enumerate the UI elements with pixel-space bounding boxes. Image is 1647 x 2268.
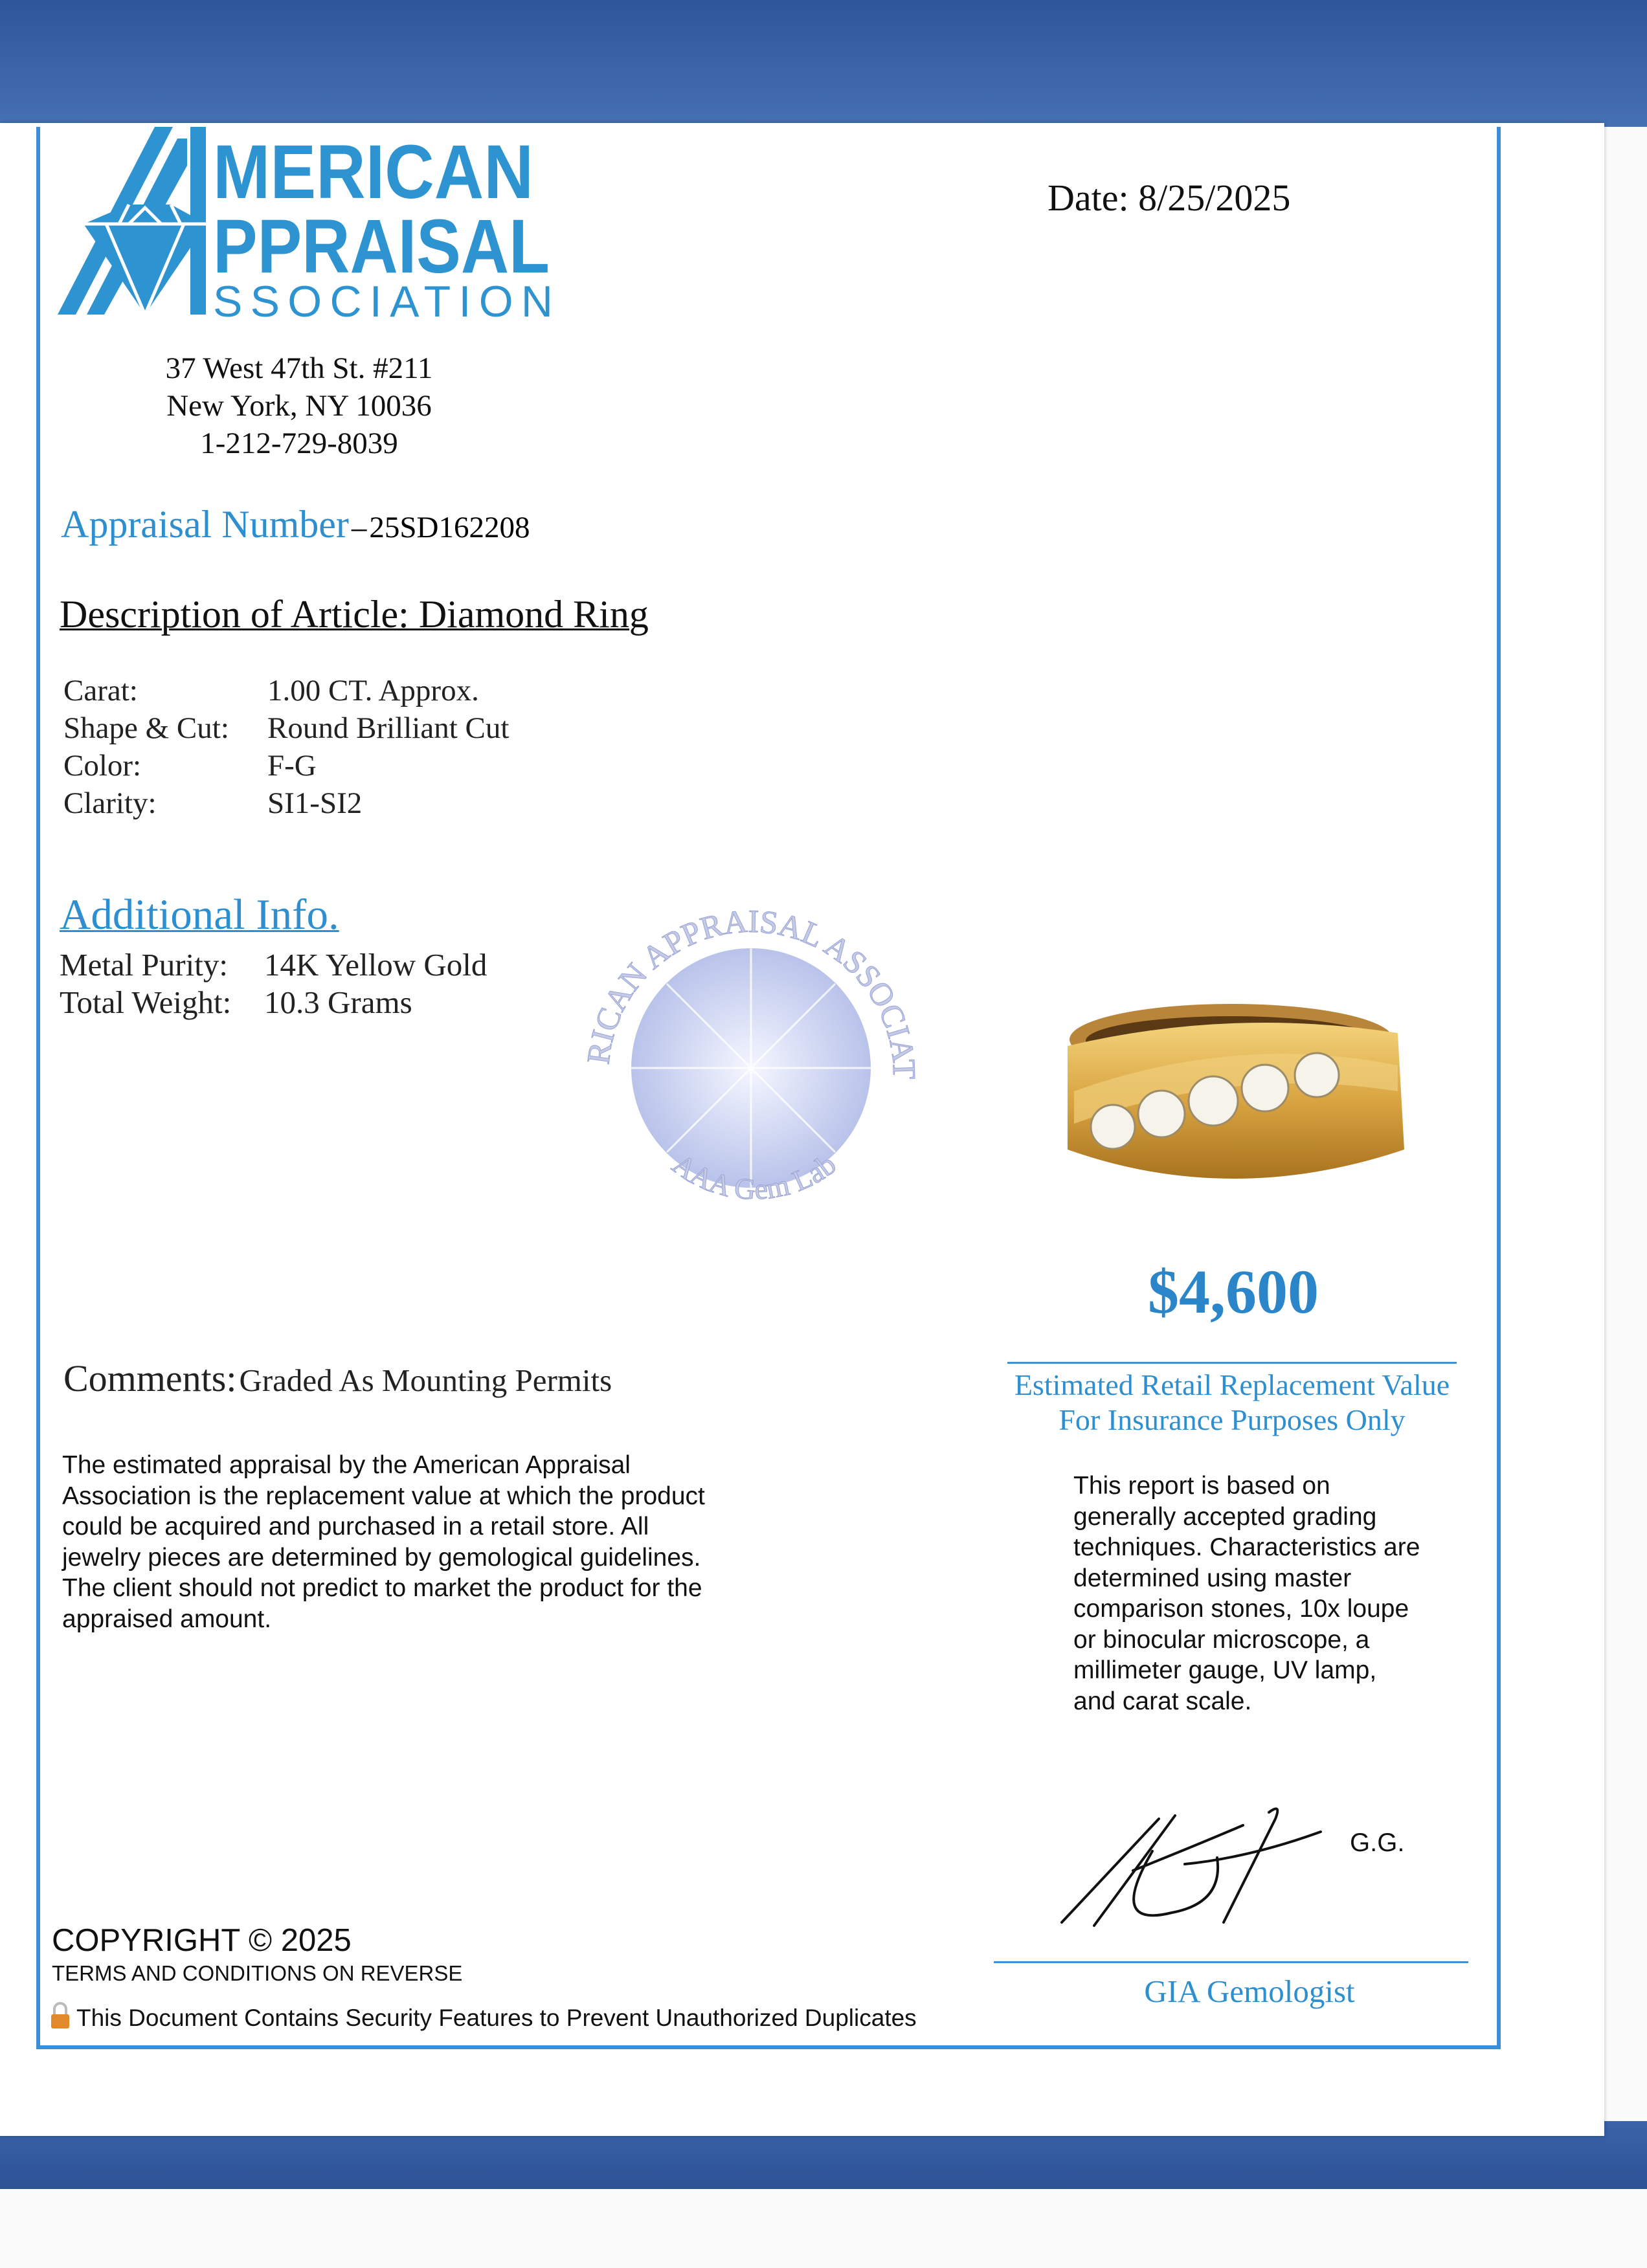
appraisal-number <box>61 502 530 547</box>
date <box>1048 176 1290 219</box>
svg-text:AAA Gem Lab: AAA Gem Lab <box>666 1147 842 1206</box>
signature-line <box>994 1961 1468 1963</box>
comments <box>63 1357 612 1400</box>
address-phone: 1-212-729-8039 <box>200 427 398 460</box>
label-carat: Carat: <box>63 674 138 707</box>
svg-text:PPRAISAL: PPRAISAL <box>213 204 550 289</box>
comments-value: Graded As Mounting Permits <box>239 1362 612 1398</box>
label-shape-cut: Shape & Cut: <box>63 711 229 745</box>
appraisal-number-value: 25SD162208 <box>369 511 530 544</box>
value-divider <box>1007 1362 1457 1364</box>
diamond-a-logo-icon <box>58 127 563 321</box>
label-metal-purity: Metal Purity: <box>60 947 228 983</box>
logo <box>58 127 563 321</box>
signature-suffix: G.G. <box>1350 1829 1405 1857</box>
svg-text:AMERICAN APPRAISAL ASSOCIATION: RICAN APPRAISAL ASSOCIAT <box>579 902 923 1080</box>
value-shape-cut: Round Brilliant Cut <box>267 711 510 745</box>
signature-title: GIA Gemologist <box>1144 1973 1355 2009</box>
value-caption-1: Estimated Retail Replacement Value <box>1014 1368 1450 1401</box>
signature <box>1055 1799 1457 1935</box>
address-block <box>105 350 493 462</box>
value-caption-2: For Insurance Purposes Only <box>1059 1403 1406 1436</box>
address-city: New York, NY 10036 <box>166 389 432 423</box>
seal-watermark <box>570 880 932 1243</box>
comments-label: Comments: <box>63 1357 237 1399</box>
value-carat: 1.00 CT. Approx. <box>267 674 479 707</box>
top-blue-band <box>0 0 1647 127</box>
value-metal-purity: 14K Yellow Gold <box>264 947 487 983</box>
ring-photo <box>1055 994 1409 1199</box>
svg-text:SSOCIATION: SSOCIATION <box>213 277 553 321</box>
label-total-weight: Total Weight: <box>60 984 232 1020</box>
description-title: Description of Article: Diamond Ring <box>60 593 649 636</box>
label-color: Color: <box>63 749 142 783</box>
date-label: Date: <box>1048 177 1129 219</box>
security-text: This Document Contains Security Features to Prevent Unauthorized Duplicates <box>76 2005 917 2031</box>
disclaimer-text: The estimated appraisal by the American Appraisal Association is the replacement value at which the product could be acquired and purchased in a retail store. All jewelry pieces are determined by gemological guidelines. The client should not predict to market the product for the appraised amount. <box>62 1451 705 1633</box>
additional-info-title: Additional Info. <box>60 891 339 939</box>
svg-text:MERICAN: MERICAN <box>213 129 533 215</box>
terms-notice: TERMS AND CONDITIONS ON REVERSE <box>52 1961 463 1985</box>
value-clarity: SI1-SI2 <box>267 786 363 820</box>
address-street: 37 West 47th St. #211 <box>165 351 433 385</box>
appraisal-separator: – <box>351 511 367 544</box>
security-notice <box>49 2001 917 2036</box>
appraised-value: $4,600 <box>1148 1257 1319 1326</box>
label-clarity: Clarity: <box>63 786 157 820</box>
value-color: F-G <box>267 749 317 783</box>
copyright: COPYRIGHT © 2025 <box>52 1923 352 1958</box>
appraisal-number-label: Appraisal Number <box>61 503 349 546</box>
date-value: 8/25/2025 <box>1138 177 1291 219</box>
lock-icon <box>49 2001 71 2036</box>
report-methodology-text: This report is based on generally accepted grading techniques. Characteristics are determined using master comparison stones, 10x loupe or binocular microscope, a millimeter gauge, UV lamp, and carat scale. <box>1073 1472 1420 1715</box>
value-total-weight: 10.3 Grams <box>264 984 412 1020</box>
